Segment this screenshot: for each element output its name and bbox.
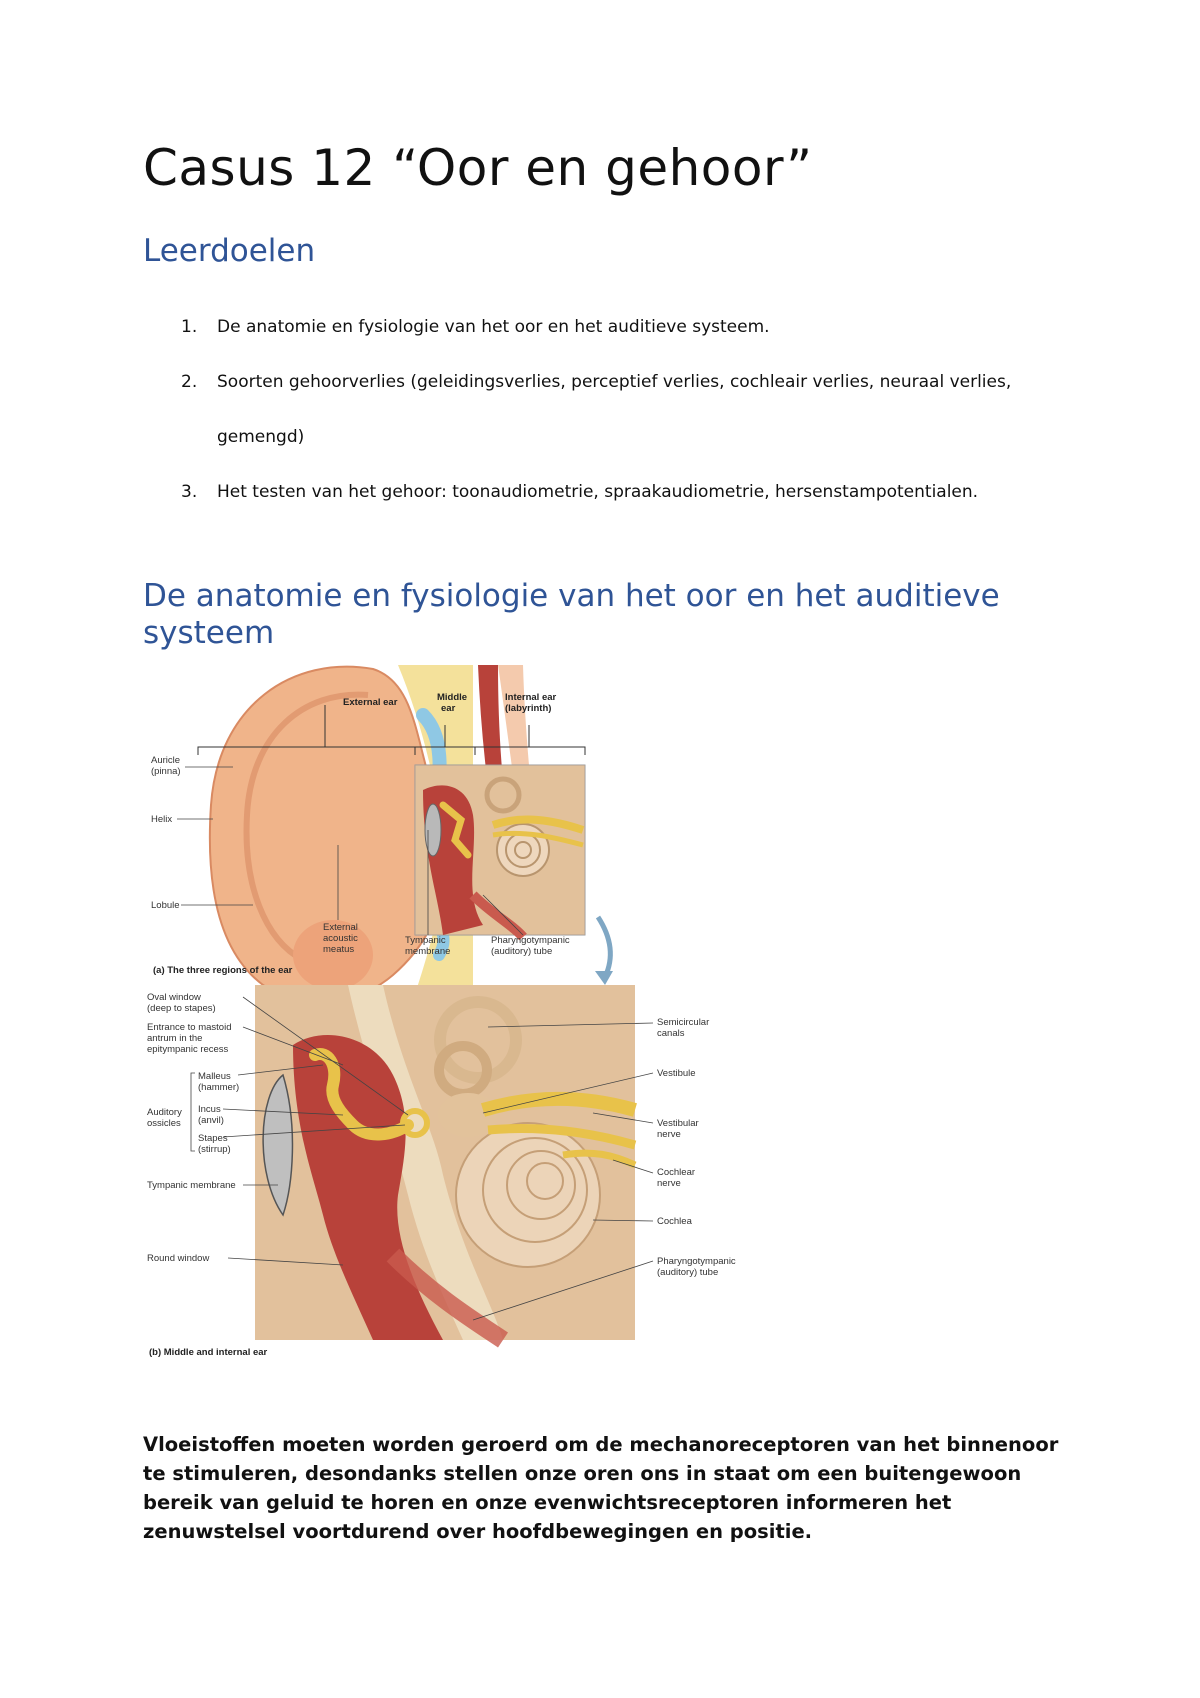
label-meatus-3: meatus — [323, 944, 355, 955]
ear-anatomy-illustration — [143, 655, 803, 1435]
inset-middle-inner-ear — [415, 765, 585, 937]
list-item-text: Soorten gehoorverlies (geleidingsverlies, perceptief verlies, cochleair verlies, neuraal verlies, gemengd) — [217, 372, 1012, 447]
label-tympanic-2: membrane — [405, 946, 451, 957]
label-oval-window-2: (deep to stapes) — [147, 1003, 216, 1014]
label-ossicles: Auditory — [147, 1107, 182, 1118]
list-number: 3. — [181, 482, 198, 502]
label-auricle: Auricle — [151, 755, 181, 766]
label-lobule: Lobule — [151, 900, 180, 911]
ear-anatomy-figure — [143, 655, 803, 1435]
caption-a: (a) The three regions of the ear — [153, 965, 293, 976]
label-tympanic-membrane: Tympanic membrane — [147, 1180, 236, 1191]
caption-b: (b) Middle and internal ear — [149, 1347, 268, 1358]
list-item — [143, 355, 1083, 465]
label-pharyngotympanic-2: (auditory) tube — [491, 946, 553, 957]
label-malleus-2: (hammer) — [198, 1082, 240, 1093]
document-title: Casus 12 “Oor en gehoor” — [143, 139, 813, 197]
arrow-icon — [598, 917, 610, 977]
label-stapes-2: (stirrup) — [198, 1144, 231, 1155]
learning-goals-heading: Leerdoelen — [143, 233, 316, 269]
section-heading: De anatomie en fysiologie van het oor en het auditieve systeem — [143, 578, 1000, 651]
label-cochlea: Cochlea — [657, 1216, 692, 1227]
label-middle-ear: Middle — [437, 692, 468, 703]
label-vestibule: Vestibule — [657, 1068, 696, 1079]
label-semicircular-2: canals — [657, 1028, 685, 1039]
label-entrance: Entrance to mastoid — [147, 1022, 232, 1033]
label-vestibular-nerve: Vestibular — [657, 1118, 699, 1129]
learning-goals-list — [143, 300, 1083, 520]
list-item-text: De anatomie en fysiologie van het oor en het auditieve systeem. — [217, 317, 770, 337]
arrow-head-icon — [595, 971, 613, 985]
label-oval-window: Oval window — [147, 992, 201, 1003]
list-number: 1. — [181, 317, 198, 337]
label-helix: Helix — [151, 814, 173, 825]
label-auricle-2: (pinna) — [151, 766, 181, 777]
middle-inner-ear-drawing — [255, 985, 635, 1340]
label-internal-ear-2: (labyrinth) — [505, 703, 552, 714]
label-cochlear-nerve-2: nerve — [657, 1178, 681, 1189]
list-item — [143, 300, 1083, 355]
label-incus-2: (anvil) — [198, 1115, 224, 1126]
label-pharyngotympanic-b-2: (auditory) tube — [657, 1267, 719, 1278]
label-pharyngotympanic: Pharyngotympanic — [491, 935, 570, 946]
label-meatus: External — [323, 922, 358, 933]
label-entrance-3: epitympanic recess — [147, 1044, 229, 1055]
label-incus: Incus — [198, 1104, 221, 1115]
body-paragraph: Vloeistoffen moeten worden geroerd om de mechanoreceptoren van het binnenoor te stimuleren, desondanks stellen onze oren ons in staat om een buitengewoon bereik van geluid te horen en onze evenwichtsreceptoren informeren het zenuwstelsel voortdurend over hoofdbewegingen en positie. — [143, 1433, 1059, 1543]
label-vestibular-nerve-2: nerve — [657, 1129, 681, 1140]
label-stapes: Stapes — [198, 1133, 228, 1144]
label-malleus: Malleus — [198, 1071, 231, 1082]
label-semicircular: Semicircular — [657, 1017, 710, 1028]
label-entrance-2: antrum in the — [147, 1033, 203, 1044]
label-pharyngotympanic-b: Pharyngotympanic — [657, 1256, 736, 1267]
label-round-window: Round window — [147, 1253, 210, 1264]
list-item — [143, 465, 1083, 520]
label-middle-ear-2: ear — [441, 703, 456, 714]
label-external-ear: External ear — [343, 697, 398, 708]
label-cochlear-nerve: Cochlear — [657, 1167, 696, 1178]
label-internal-ear: Internal ear — [505, 692, 557, 703]
label-tympanic: Tympanic — [405, 935, 446, 946]
label-meatus-2: acoustic — [323, 933, 358, 944]
label-ossicles-2: ossicles — [147, 1118, 181, 1129]
list-item-text: Het testen van het gehoor: toonaudiometrie, spraakaudiometrie, hersenstampotentialen. — [217, 482, 979, 502]
list-number: 2. — [181, 372, 198, 392]
